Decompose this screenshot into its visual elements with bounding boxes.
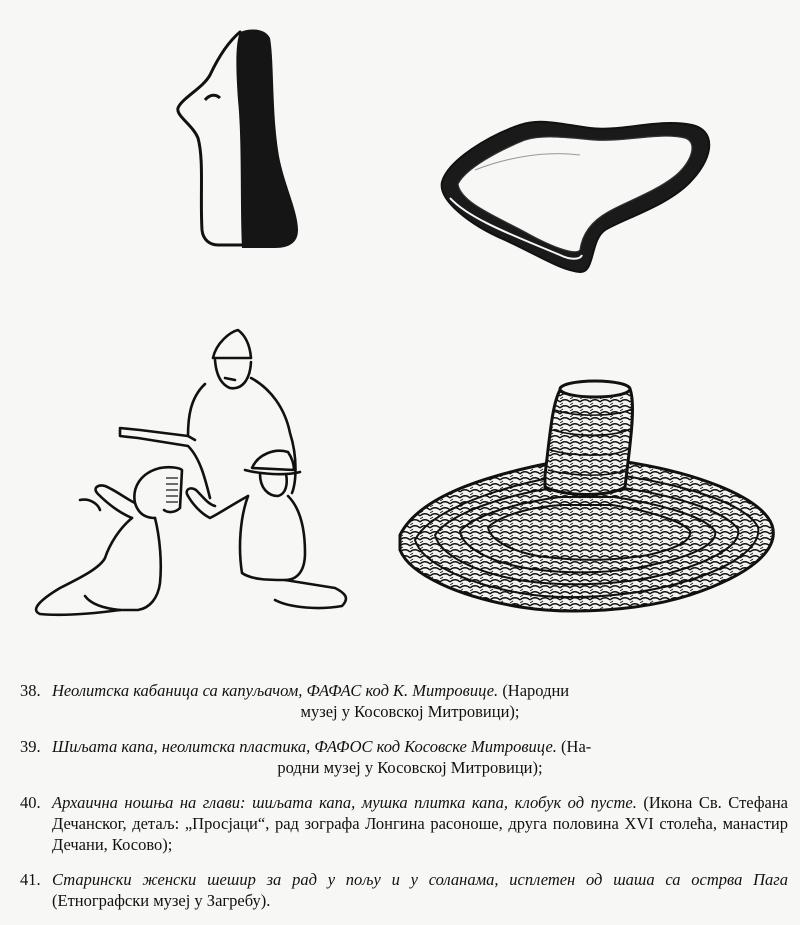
caption-source-continued: родни музеј у Косовској Митровици); xyxy=(277,758,543,777)
caption-source: (Икона Св. Стефана Дечанског, детаљ: „Просјаци“, рад зографа Лонгина расоноше, друга половина XVI столећа, манастир Дечани, Косово); xyxy=(52,793,788,854)
caption-title: Архаична ношња на глави: шиљата капа, мушка плитка капа, клобук од пусте. xyxy=(52,793,637,812)
caption-title: Неолитска кабаница са капуљачом, ФАФАС код К. Митровице. xyxy=(52,681,499,700)
beggars-icon-detail-illustration xyxy=(20,318,365,628)
caption-41 xyxy=(20,869,788,911)
caption-number: 38. xyxy=(20,681,41,700)
caption-source-continued: музеј у Косовској Митровици); xyxy=(300,702,520,721)
caption-title: Старински женски шешир за рад у пољу и у соланама, исплетен од шаша са острва Пага xyxy=(52,870,788,889)
caption-number: 41. xyxy=(20,870,41,889)
caption-source: (Етнографски музеј у Загребу). xyxy=(52,891,271,910)
caption-source: (Народни xyxy=(502,681,570,700)
figure-captions xyxy=(20,680,788,925)
caption-title: Шиљата капа, неолитска пластика, ФАФОС код Косовске Митровице. xyxy=(52,737,557,756)
caption-38 xyxy=(20,680,788,722)
pointed-cap-illustration xyxy=(430,110,730,290)
caption-source: (На- xyxy=(561,737,592,756)
woven-hat-illustration xyxy=(390,375,780,640)
caption-number: 39. xyxy=(20,737,41,756)
caption-39 xyxy=(20,736,788,778)
caption-number: 40. xyxy=(20,793,41,812)
caption-40 xyxy=(20,792,788,855)
neolithic-cloak-illustration xyxy=(170,20,320,270)
